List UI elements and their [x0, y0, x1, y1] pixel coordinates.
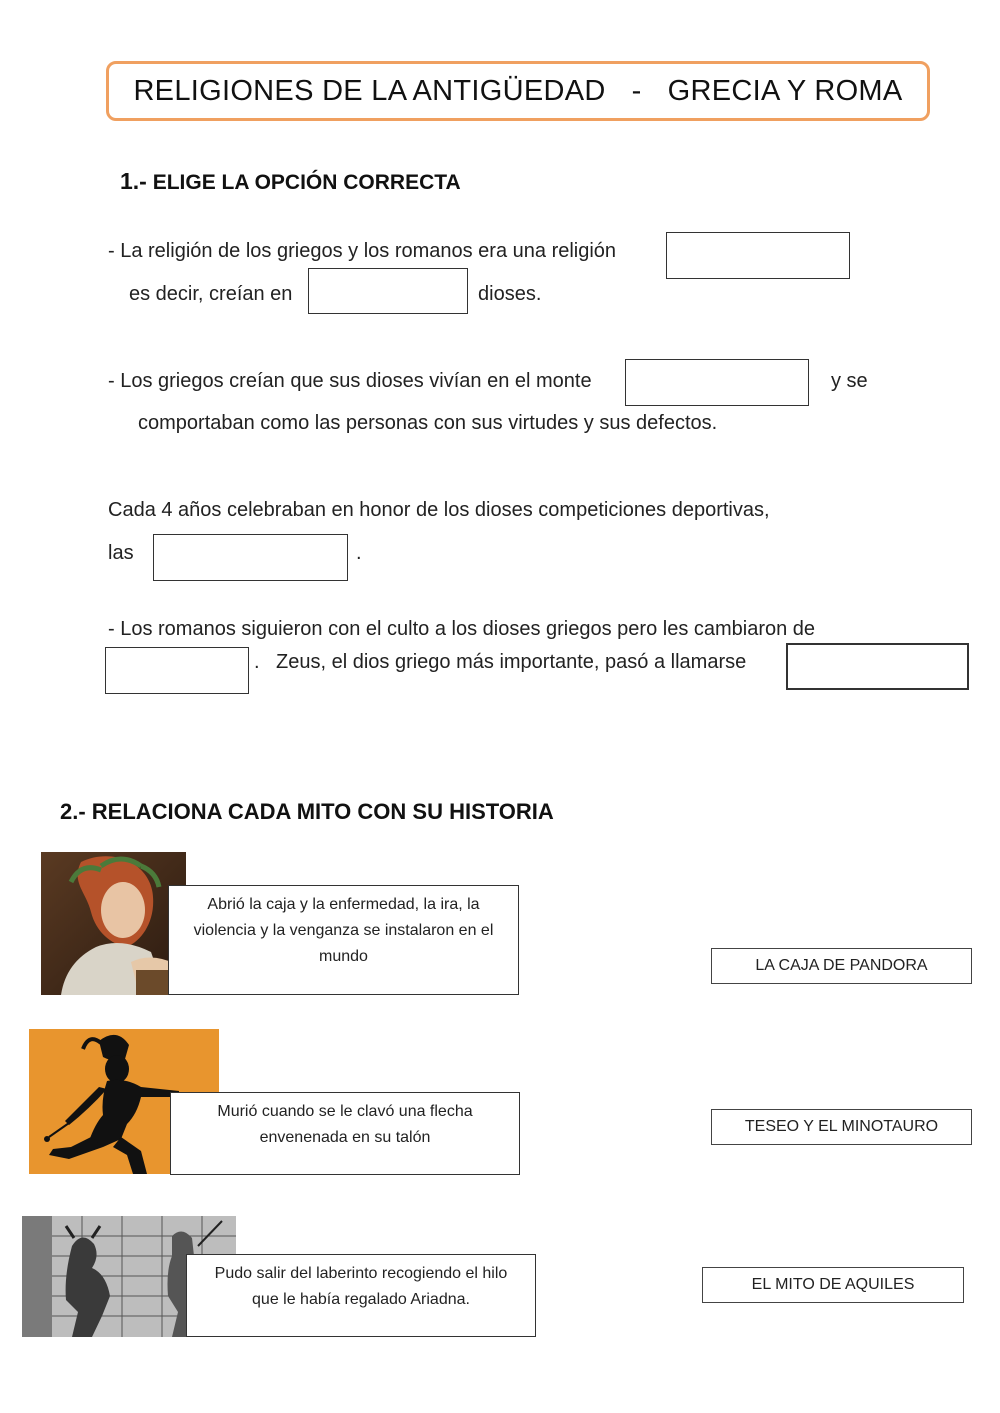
answer-box-number-gods[interactable]	[308, 268, 468, 314]
answer-box-games[interactable]	[153, 534, 348, 581]
title-right: GRECIA Y ROMA	[667, 74, 903, 107]
q2-line2: comportaban como las personas con sus virtudes y sus defectos.	[138, 412, 718, 434]
section1-number: 1.-	[120, 168, 147, 194]
myth-label-teseo[interactable]: TESEO Y EL MINOTAURO	[711, 1109, 972, 1145]
title-box	[106, 61, 930, 121]
q3-line2-a: las	[108, 542, 134, 564]
q4-line2-a: .	[254, 651, 260, 673]
answer-box-mount[interactable]	[625, 359, 809, 406]
story-aquiles: Murió cuando se le clavó una flecha envenenada en su talón	[170, 1092, 520, 1175]
pandora-image	[41, 852, 186, 995]
title-left: RELIGIONES DE LA ANTIGÜEDAD	[133, 74, 606, 107]
q2-line1-b: y se	[831, 370, 868, 392]
section2-heading: 2.- RELACIONA CADA MITO CON SU HISTORIA	[60, 799, 554, 824]
q1-line2-b: dioses.	[478, 283, 542, 305]
section1-heading	[120, 168, 461, 195]
q1-line2-a: es decir, creían en	[129, 283, 293, 305]
title-separator: -	[631, 74, 642, 107]
story-teseo: Pudo salir del laberinto recogiendo el hilo que le había regalado Ariadna.	[186, 1254, 536, 1337]
q2-line1-a: - Los griegos creían que sus dioses vivían en el monte	[108, 370, 592, 392]
answer-box-religion-type[interactable]	[666, 232, 850, 279]
section1-title: ELIGE LA OPCIÓN CORRECTA	[152, 171, 461, 194]
answer-box-roman-god[interactable]	[786, 643, 969, 690]
story-pandora: Abrió la caja y la enfermedad, la ira, la violencia y la venganza se instalaron en el mundo	[168, 885, 519, 995]
answer-box-name[interactable]	[105, 647, 249, 694]
q3-line1: Cada 4 años celebraban en honor de los dioses competiciones deportivas,	[108, 499, 770, 521]
q4-line2-b: Zeus, el dios griego más importante, pasó a llamarse	[276, 651, 747, 673]
q3-line2-b: .	[356, 542, 362, 564]
myth-label-aquiles[interactable]: EL MITO DE AQUILES	[702, 1267, 964, 1303]
q4-line1: - Los romanos siguieron con el culto a los dioses griegos pero les cambiaron de	[108, 618, 816, 640]
myth-label-pandora[interactable]: LA CAJA DE PANDORA	[711, 948, 972, 984]
q1-line1: - La religión de los griegos y los romanos era una religión	[108, 240, 617, 262]
